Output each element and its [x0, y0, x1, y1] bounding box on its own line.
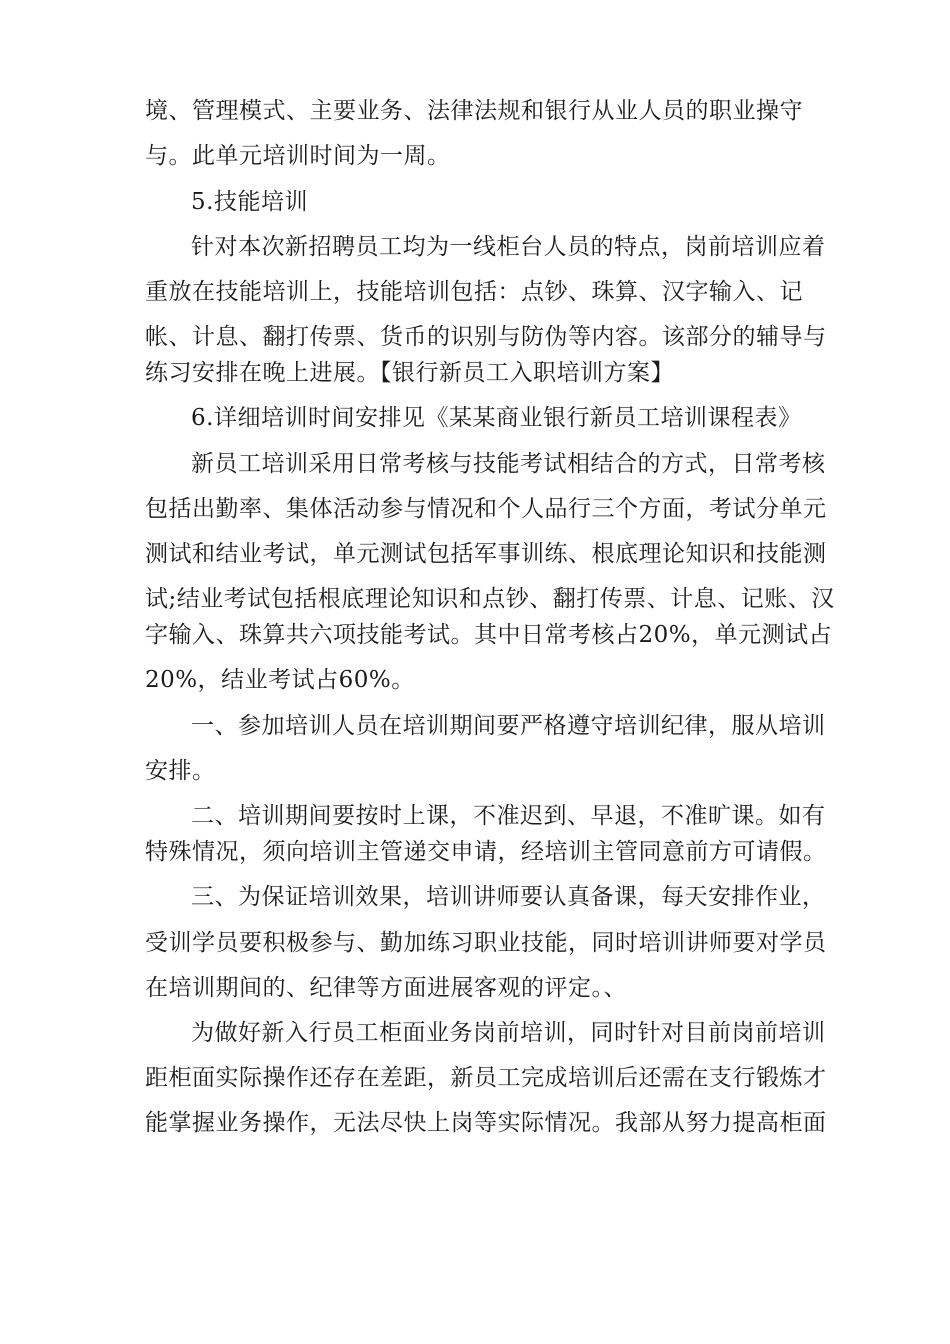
- section-heading: 5.技能培训: [191, 189, 308, 215]
- text-line: 试;结业考试包括根底理论知识和点钞、翻打传票、计息、记账、汉: [145, 586, 835, 612]
- text-line: 20%，结业考试占60%。: [145, 667, 415, 693]
- text-line: 针对本次新招聘员工均为一线柜台人员的特点，岗前培训应着: [191, 234, 826, 260]
- text-line: 能掌握业务操作，无法尽快上岗等实际情况。我部从努力提高柜面: [145, 1110, 827, 1136]
- text-line: 三、为保证培训效果，培训讲师要认真备课，每天安排作业，: [191, 884, 826, 910]
- text-line: 与。此单元培训时间为一周。: [145, 143, 451, 169]
- text-line: 练习安排在晚上进展。【银行新员工入职培训方案】: [145, 360, 674, 386]
- text-line: 距柜面实际操作还存在差距，新员工完成培训后还需在支行锻炼才: [145, 1065, 827, 1091]
- text-line: 字输入、珠算共六项技能考试。其中日常考核占20%，单元测试占: [145, 622, 833, 648]
- text-line: 帐、计息、翻打传票、货币的识别与防伪等内容。该部分的辅导与: [145, 324, 827, 350]
- text-line: 为做好新入行员工柜面业务岗前培训，同时针对目前岗前培训: [191, 1020, 826, 1046]
- text-line: 二、培训期间要按时上课，不准迟到、早退，不准旷课。如有: [191, 803, 826, 829]
- text-line: 受训学员要积极参与、勤加练习职业技能，同时培训讲师要对学员: [145, 930, 827, 956]
- text-line: 包括出勤率、集体活动参与情况和个人品行三个方面，考试分单元: [145, 496, 827, 522]
- text-line: 境、管理模式、主要业务、法律法规和银行从业人员的职业操守: [145, 98, 803, 124]
- text-line: 在培训期间的、纪律等方面进展客观的评定。、: [145, 975, 627, 1001]
- text-line: 测试和结业考试，单元测试包括军事训练、根底理论知识和技能测: [145, 541, 827, 567]
- text-line: 特殊情况，须向培训主管递交申请，经培训主管同意前方可请假。: [145, 839, 827, 865]
- text-line: 重放在技能培训上，技能培训包括：点钞、珠算、汉字输入、记: [145, 279, 803, 305]
- section-heading: 6.详细培训时间安排见《某某商业银行新员工培训课程表》: [191, 405, 802, 431]
- text-line: 安排。: [145, 758, 216, 784]
- text-line: 一、参加培训人员在培训期间要严格遵守培训纪律，服从培训: [191, 713, 826, 739]
- text-line: 新员工培训采用日常考核与技能考试相结合的方式，日常考核: [191, 451, 826, 477]
